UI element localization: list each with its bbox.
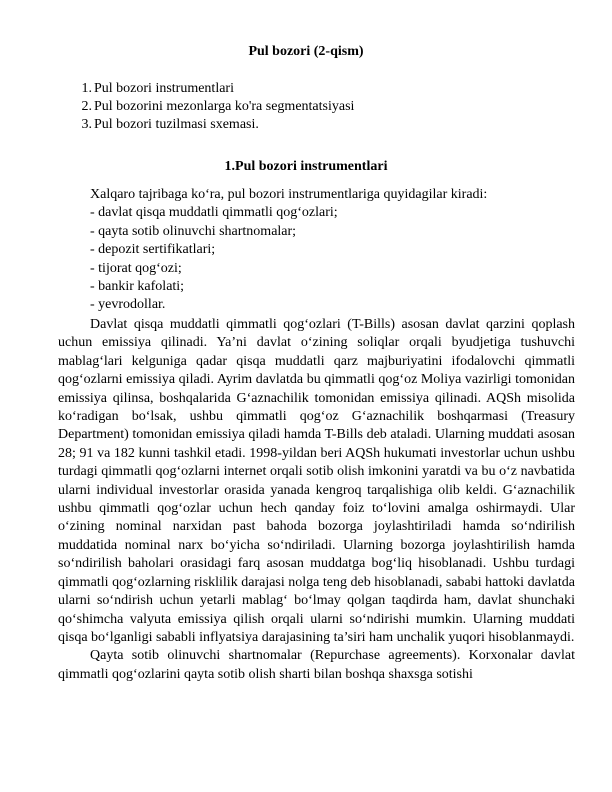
intro-line: - bankir kafolati; [90, 278, 185, 294]
toc-item [76, 80, 354, 98]
toc-item-number: 2. [81, 99, 92, 114]
toc-item [76, 116, 354, 134]
toc-item-number: 3. [81, 117, 92, 132]
table-of-contents [76, 80, 354, 134]
intro-line: - davlat qisqa muddatli qimmatli qog‘ozlari; [90, 205, 338, 221]
document-title: Pul bozori (2-qism) [248, 44, 364, 59]
toc-item-number: 1. [81, 81, 92, 96]
paragraph: Qayta sotib olinuvchi shartnomalar (Repurchase agreements). Korxonalar davlat qimmatli qog‘ozlarini qayta sotib olish sharti bilan boshqa shaxsga sotishi [58, 648, 575, 682]
intro-line: - depozit sertifikatlari; [90, 242, 216, 258]
intro-line: - tijorat qog‘ozi; [90, 260, 182, 276]
paragraph: Davlat qisqa muddatli qimmatli qog‘ozlari (T-Bills) asosan davlat qarzini qoplash uchun emissiya qilinadi. Ya’ni davlat o‘zining soliqlar orqali byudjetiga tushuvchi mablag‘lari kelguniga qadar qisqa muddatli qarz majburiyatini ifodalovchi qimmatli qog‘ozlarni emissiya qiladi. Ayrim davlatda bu qimmatli qog‘oz Moliya vazirligi tomonidan emissiya qilinsa, boshqalarida G‘aznachilik tomonidan emissiya qilinadi. AQSh misolida ko‘radigan bo‘lsak, ushbu qimmatli qog‘oz G‘aznachilik boshqarmasi (Treasury Department) tomonidan emissiya qiladi hamda T-Bills deb ataladi. Ularning muddati asosan 28; 91 va 182 kunni tashkil etadi. 1998-yildan beri AQSh hukumati investorlar uchun ushbu turdagi qimmatli qog‘ozlarni internet orqali sotib olish imkonini yaratdi va bu o‘z navbatida ularni individual investorlar orasida yanada kengroq tarqalishiga olib keldi. G‘aznachilik ushbu qimmatli qog‘ozlar uchun hech qanday foiz to‘lovini amalga oshirmaydi. Ular o‘zining nominal narxidan past bahoda bozorga joylashtiriladi hamda so‘ndirilish muddatida nominal narx bo‘yicha so‘ndiriladi. Ularning bozorga joylashtirilish hamda so‘ndirilish baholari orasidagi farq asosan muddatga bog‘liq hisoblanadi. Ushbu turdagi qimmatli qog‘ozlarning risklilik darajasi nolga teng deb hisoblanadi, sababi hattoki davlatda ularni so‘ndirish uchun yetarli mablag‘ bo‘lmay qolgan taqdirda ham, davlat shunchaki qo‘shimcha valyuta emissiya qilish orqali ularni so‘ndirishi mumkin. Ularning muddati qisqa bo‘lganligi sababli inflyatsiya darajasining ta’siri ham unchalik yuqori hisoblanmaydi. [58, 317, 575, 645]
body-text [58, 316, 575, 684]
toc-item-text: Pul bozorini mezonlarga ko'ra segmentatsiyasi [94, 99, 355, 114]
intro-line: - qayta sotib olinuvchi shartnomalar; [90, 223, 297, 239]
toc-item-text: Pul bozori tuzilmasi sxemasi. [94, 117, 259, 132]
intro-list [90, 186, 487, 315]
section-heading: 1.Pul bozori instrumentlari [224, 159, 388, 174]
intro-line: Xalqaro tajribaga ko‘ra, pul bozori instrumentlariga quyidagilar kiradi: [90, 187, 488, 202]
intro-line: - yevrodollar. [90, 297, 166, 313]
toc-item-text: Pul bozori instrumentlari [94, 81, 234, 96]
toc-item [76, 98, 354, 116]
